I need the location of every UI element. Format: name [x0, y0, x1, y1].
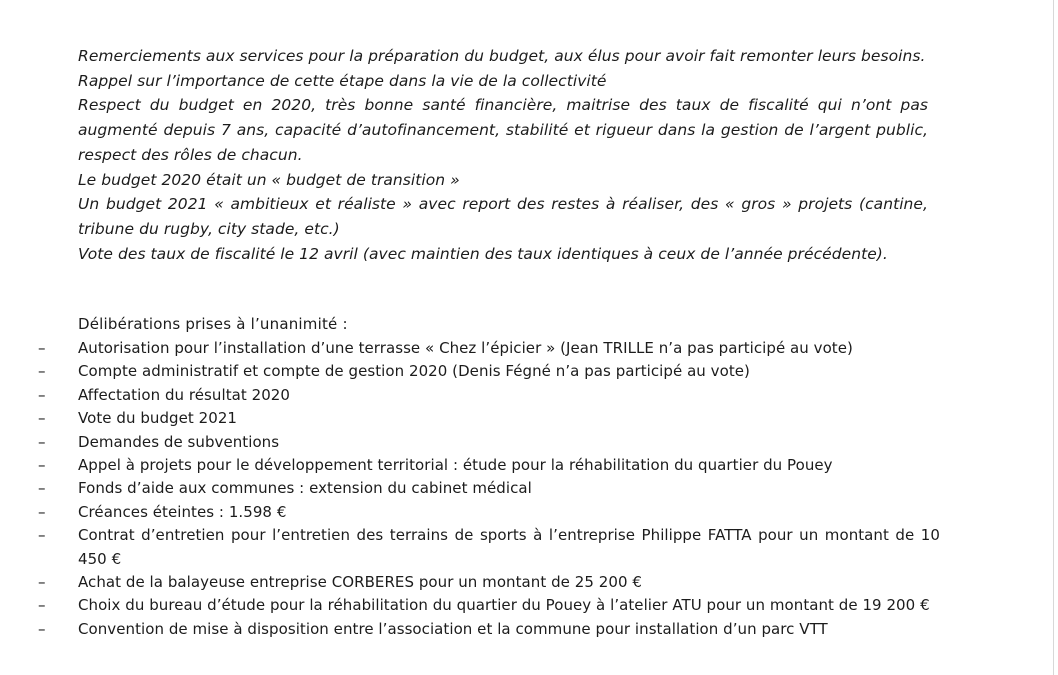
list-item-text: Achat de la balayeuse entreprise CORBERES pour un montant de 25 200 € — [78, 573, 642, 592]
list-item-text: Appel à projets pour le développement territorial : étude pour la réhabilitation du quartier du Pouey — [78, 456, 833, 475]
list-bullet: – — [38, 596, 46, 615]
intro-paragraph: Remerciements aux services pour la préparation du budget, aux élus pour avoir fait remonter leurs besoins. — [78, 47, 926, 65]
list-item-text: Choix du bureau d’étude pour la réhabilitation du quartier du Pouey à l’atelier ATU pour un montant de 19 200 € — [78, 596, 930, 615]
list-item-text: Vote du budget 2021 — [78, 409, 238, 428]
intro-paragraph: Rappel sur l’importance de cette étape dans la vie de la collectivité — [78, 71, 607, 90]
list-bullet: – — [38, 456, 46, 475]
list-item — [0, 431, 940, 454]
list-bullet: – — [38, 479, 46, 498]
list-item-text: Compte administratif et compte de gestion 2020 (Denis Fégné n’a pas participé au vote) — [78, 362, 750, 381]
list-bullet: – — [38, 432, 46, 451]
list-item-text: Créances éteintes : 1.598 € — [78, 502, 287, 521]
intro-paragraph: Vote des taux de fiscalité le 12 avril (avec maintien des taux identiques à ceux de l’année précédente). — [78, 244, 888, 263]
list-item-text: Demandes de subventions — [78, 432, 280, 451]
list-item-text: Fonds d’aide aux communes : extension du cabinet médical — [78, 479, 532, 498]
list-bullet: – — [38, 502, 46, 521]
list-item — [0, 454, 940, 477]
deliberations-list — [0, 337, 940, 641]
list-item — [0, 594, 940, 617]
list-bullet: – — [38, 385, 46, 404]
list-bullet: – — [38, 573, 46, 592]
list-item-text: Contrat d’entretien pour l’entretien des terrains de sports à l’entreprise Philippe FATTA pour un montant de 10 450 € — [78, 526, 940, 568]
list-bullet: – — [38, 526, 46, 545]
list-item — [0, 337, 940, 360]
list-bullet: – — [38, 362, 46, 381]
list-item-text: Convention de mise à disposition entre l’association et la commune pour installation d’un parc VTT — [78, 619, 828, 638]
intro-paragraph: Un budget 2021 « ambitieux et réaliste » avec report des restes à réaliser, des « gros » projets (cantine, tribune du rugby, city stade, etc.) — [78, 195, 928, 238]
list-bullet: – — [38, 409, 46, 428]
intro-paragraph: Respect du budget en 2020, très bonne santé financière, maitrise des taux de fiscalité qui n’ont pas augmenté depuis 7 ans, capacité d’autofinancement, stabilité et rigueur dans la gestion de l’argent public, respect des rôles de chacun. — [78, 96, 928, 164]
list-item — [0, 571, 940, 594]
intro-paragraph: Le budget 2020 était un « budget de transition » — [78, 170, 460, 189]
list-item-text: Autorisation pour l’installation d’une terrasse « Chez l’épicier » (Jean TRILLE n’a pas participé au vote) — [78, 339, 853, 357]
list-item — [0, 618, 940, 641]
page-edge-line — [1053, 0, 1054, 675]
list-bullet: – — [38, 339, 46, 357]
list-item — [0, 524, 940, 571]
list-item — [0, 477, 940, 500]
deliberations-heading: Délibérations prises à l’unanimité : — [78, 315, 348, 333]
intro-section — [78, 44, 928, 266]
list-item-text: Affectation du résultat 2020 — [78, 385, 290, 404]
list-item — [0, 384, 940, 407]
list-item — [0, 407, 940, 430]
list-item — [0, 501, 940, 524]
list-bullet: – — [38, 619, 46, 638]
list-item — [0, 360, 940, 383]
